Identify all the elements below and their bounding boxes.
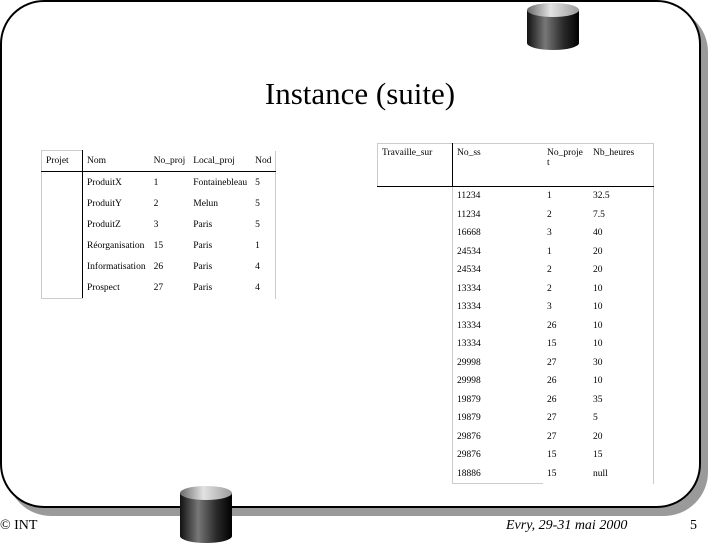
column-header: No_projet	[543, 144, 589, 187]
table-row	[378, 280, 654, 299]
table-row	[378, 317, 654, 336]
table-cell: 40	[589, 224, 654, 243]
table-cell: 2	[547, 209, 552, 220]
row-spacer	[378, 335, 453, 354]
table-cell: 10	[589, 335, 654, 354]
row-spacer	[42, 172, 83, 194]
table-cell: 11234	[453, 206, 544, 225]
row-spacer	[378, 298, 453, 317]
table-cell: ProduitY	[87, 198, 122, 209]
table-cell: 10	[589, 317, 654, 336]
table-cell: 27	[547, 431, 557, 442]
table-row	[378, 298, 654, 317]
travaille-sur-table	[377, 143, 654, 484]
table-cell: 29998	[453, 372, 544, 391]
table-cell: 24534	[453, 243, 544, 262]
row-spacer	[42, 193, 83, 214]
table-cell: 32.5	[589, 187, 654, 206]
table-cell: 3	[547, 228, 552, 239]
table-cell: Prospect	[87, 282, 120, 293]
table-cell: 4	[251, 277, 276, 299]
table-cell: Informatisation	[87, 261, 146, 272]
table-cell: Fontainebleau	[193, 177, 248, 188]
page-number: 5	[690, 518, 697, 533]
table-cell: ProduitX	[87, 177, 122, 188]
table-cell: 13334	[453, 317, 544, 336]
row-spacer	[378, 280, 453, 299]
table-cell: 10	[589, 280, 654, 299]
row-spacer	[378, 446, 453, 465]
row-spacer	[42, 256, 83, 277]
table-row	[378, 335, 654, 354]
row-spacer	[378, 187, 453, 206]
table-cell: 19879	[453, 409, 544, 428]
column-header: No_proj	[150, 151, 190, 172]
table-cell: 1	[251, 235, 276, 256]
table-cell: 29998	[453, 354, 544, 373]
table-cell: 13334	[453, 335, 544, 354]
table-cell: Paris	[193, 240, 213, 251]
slide-title: Instance (suite)	[264, 76, 456, 111]
table-row	[378, 354, 654, 373]
table-row	[378, 187, 654, 206]
table-cell: 26	[547, 394, 557, 405]
table-cell: 18886	[453, 465, 544, 484]
relation-name: Travaille_sur	[378, 144, 453, 187]
table-cell: Melun	[193, 198, 219, 209]
table-cell: 5	[251, 214, 276, 235]
table-row	[378, 428, 654, 447]
table-cell: 13334	[453, 280, 544, 299]
table-cell: 2	[547, 265, 552, 276]
table-row	[42, 256, 276, 277]
row-spacer	[378, 317, 453, 336]
column-header: Nod	[251, 151, 276, 172]
table-cell: 15	[153, 240, 164, 251]
table-cell: 4	[251, 256, 276, 277]
row-spacer	[378, 372, 453, 391]
table-header-row	[42, 151, 276, 172]
table-row	[378, 391, 654, 410]
row-spacer	[378, 261, 453, 280]
table-row	[42, 172, 276, 194]
table-row	[378, 465, 654, 484]
row-spacer	[378, 465, 453, 484]
table-cell: 26	[547, 320, 557, 331]
table-cell: 10	[589, 298, 654, 317]
table-cell: ProduitZ	[87, 219, 121, 230]
table-cell: Réorganisation	[87, 240, 145, 251]
table-row	[42, 214, 276, 235]
table-row	[378, 261, 654, 280]
projet-table	[41, 150, 276, 299]
table-cell: 15	[589, 446, 654, 465]
table-cell: 20	[589, 261, 654, 280]
table-cell: 1	[547, 191, 552, 202]
row-spacer	[42, 277, 83, 299]
table-cell: 30	[589, 354, 654, 373]
table-cell: 29876	[453, 428, 544, 447]
row-spacer	[42, 235, 83, 256]
table-cell: 11234	[453, 187, 544, 206]
column-header: Nom	[83, 151, 150, 172]
table-cell: 27	[547, 357, 557, 368]
table-cell: 5	[589, 409, 654, 428]
table-cell: 26	[153, 261, 164, 272]
row-spacer	[378, 354, 453, 373]
table-cell: Paris	[193, 261, 213, 272]
table-cell: 2	[153, 198, 159, 209]
row-spacer	[378, 243, 453, 262]
table-cell: 3	[547, 302, 552, 313]
row-spacer	[378, 391, 453, 410]
table-cell: 7.5	[589, 206, 654, 225]
table-header-row	[378, 144, 654, 187]
table-cell: 20	[589, 428, 654, 447]
table-cell: 27	[153, 282, 164, 293]
table-cell: 20	[589, 243, 654, 262]
column-header: Local_proj	[189, 151, 251, 172]
table-cell: 5	[251, 172, 276, 194]
table-cell: 5	[251, 193, 276, 214]
row-spacer	[378, 224, 453, 243]
table-cell: 15	[547, 450, 557, 461]
column-header: Nb_heures	[589, 144, 654, 187]
table-row	[42, 277, 276, 299]
copyright: © INT	[0, 518, 38, 533]
table-cell: 27	[547, 413, 557, 424]
table-cell: 24534	[453, 261, 544, 280]
table-cell: Paris	[193, 282, 213, 293]
relation-name: Projet	[42, 151, 83, 172]
row-spacer	[378, 428, 453, 447]
table-row	[378, 206, 654, 225]
table-cell: 19879	[453, 391, 544, 410]
table-cell: 1	[153, 177, 159, 188]
table-row	[42, 193, 276, 214]
event-date: Evry, 29-31 mai 2000	[506, 518, 628, 533]
table-cell: null	[589, 465, 654, 484]
table-cell: 13334	[453, 298, 544, 317]
table-row	[378, 409, 654, 428]
table-cell: 16668	[453, 224, 544, 243]
table-cell: 15	[547, 469, 557, 479]
column-header: No_ss	[453, 144, 544, 187]
table-cell: 15	[547, 339, 557, 350]
row-spacer	[378, 409, 453, 428]
table-cell: 29876	[453, 446, 544, 465]
row-spacer	[42, 214, 83, 235]
table-row	[42, 235, 276, 256]
table-cell: 10	[589, 372, 654, 391]
table-cell: 2	[547, 283, 552, 294]
table-row	[378, 446, 654, 465]
table-row	[378, 372, 654, 391]
table-cell: 26	[547, 376, 557, 387]
table-row	[378, 224, 654, 243]
table-cell: 1	[547, 246, 552, 257]
table-cell: Paris	[193, 219, 213, 230]
table-cell: 3	[153, 219, 159, 230]
table-row	[378, 243, 654, 262]
row-spacer	[378, 206, 453, 225]
table-cell: 35	[589, 391, 654, 410]
